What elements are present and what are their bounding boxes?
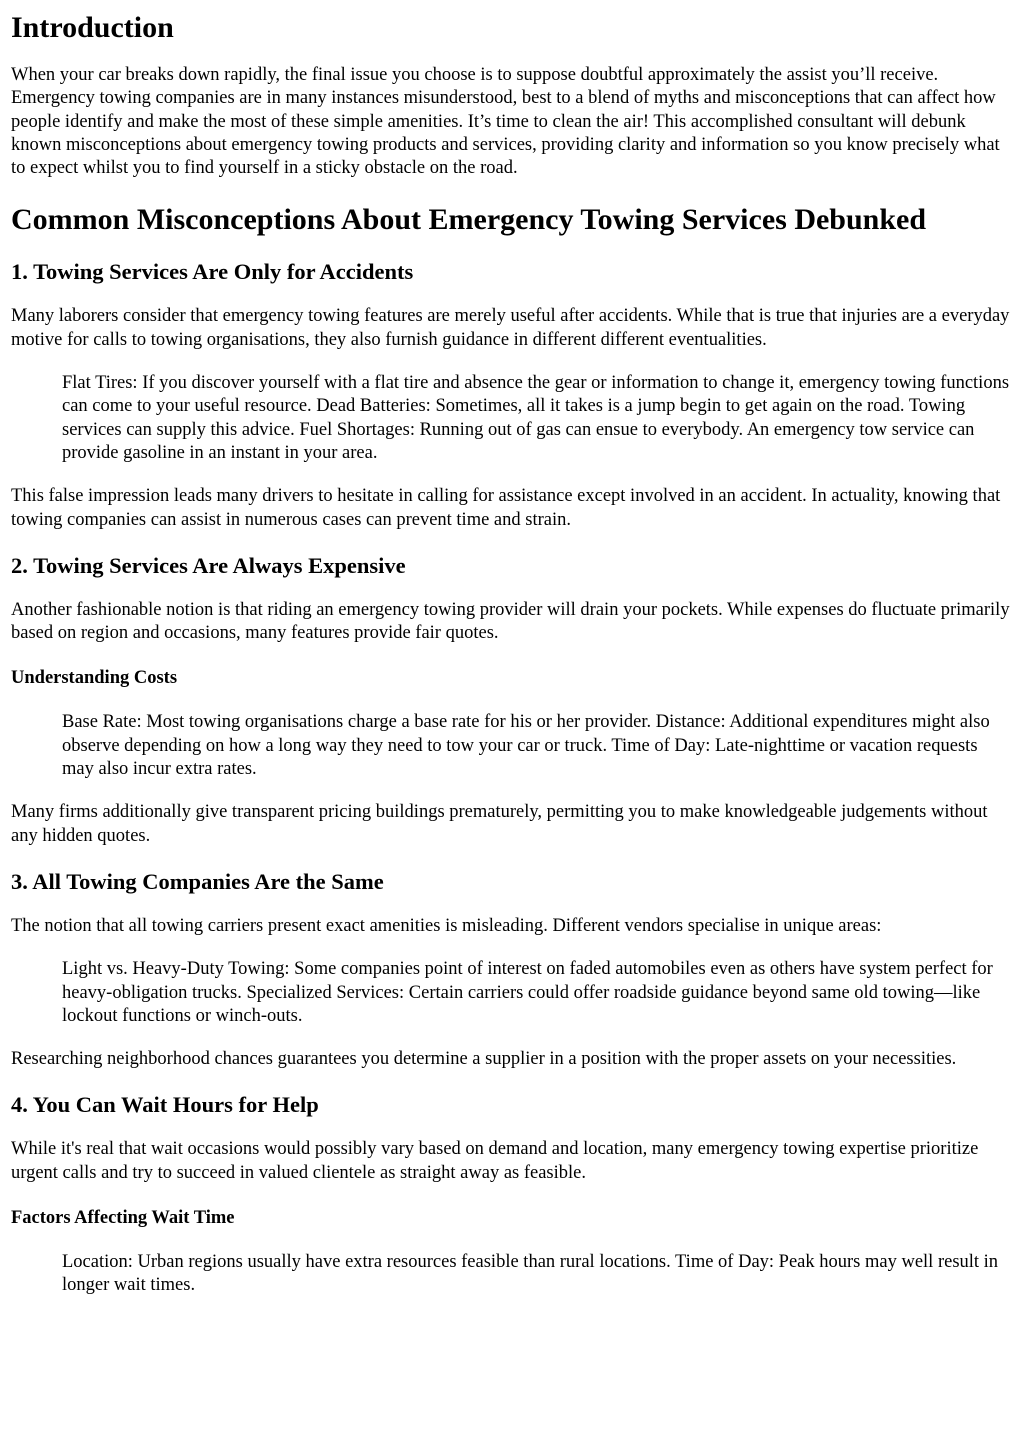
section3-quote: Light vs. Heavy-Duty Towing: Some companies point of interest on faded automobiles even as others have system perfect for heavy-obligation trucks. Specialized Services: Certain carriers could offer roadside guidance beyond same old towing—like lockout functions or winch-outs. <box>62 959 993 1026</box>
section2-heading: 2. Towing Services Are Always Expensive <box>11 552 406 578</box>
section1-closing: This false impression leads many drivers to hesitate in calling for assistance except involved in an accident. In actuality, knowing that towing companies can assist in numerous cases can prevent time and strain. <box>11 486 1001 530</box>
intro-heading: Introduction <box>11 11 174 44</box>
section4-subheading: Factors Affecting Wait Time <box>11 1208 235 1229</box>
section4-quote: Location: Urban regions usually have extra resources feasible than rural locations. Time of Day: Peak hours may well result in longer wait times. <box>62 1252 999 1296</box>
section3-closing: Researching neighborhood chances guarantees you determine a supplier in a position with the proper assets on your necessities. <box>11 1049 957 1070</box>
section2-paragraph: Another fashionable notion is that riding an emergency towing provider will drain your pockets. While expenses do fluctuate primarily based on region and occasions, many features provide fair quotes. <box>11 599 1010 644</box>
section3-heading: 3. All Towing Companies Are the Same <box>11 868 384 894</box>
section2-quote: Base Rate: Most towing organisations charge a base rate for his or her provider. Distance: Additional expenditures might also observe depending on how a long way they need to tow your car or truck. Time of Day: Late-nighttime or vacation requests may also incur extra rates. <box>62 712 990 780</box>
section4-heading: 4. You Can Wait Hours for Help <box>11 1092 319 1118</box>
section4-paragraph: While it's real that wait occasions would possibly vary based on demand and location, many emergency towing expertise prioritize urgent calls and try to succeed in valued clientele as straight away as feasible. <box>11 1139 979 1183</box>
section2-subheading: Understanding Costs <box>11 668 178 689</box>
section2-closing: Many firms additionally give transparent pricing buildings prematurely, permitting you to make knowledgeable judgements without any hidden quotes. <box>11 802 988 846</box>
intro-paragraph: When your car breaks down rapidly, the final issue you choose is to suppose doubtful approximately the assist you’ll receive. Emergency towing companies are in many instances misunderstood, best to a blend of myths and misconceptions that can affect how people identify and make the most of these simple amenities. It’s time to clean the air! This accomplished consultant will debunk known misconceptions about emergency towing products and services, providing clarity and information so you know precisely what to expect whilst you to find yourself in a sticky obstacle on the road. <box>11 65 1000 179</box>
section1-quote: Flat Tires: If you discover yourself with a flat tire and absence the gear or information to change it, emergency towing functions can come to your useful resource. Dead Batteries: Sometimes, all it takes is a jump begin to get again on the road. Towing services can supply this advice. Fuel Shortages: Running out of gas can ensue to everybody. An emergency tow service can provide gasoline in an instant in your area. <box>62 373 1010 463</box>
section1-paragraph: Many laborers consider that emergency towing features are merely useful after accidents. While that is true that injuries are a everyday motive for calls to towing organisations, they also furnish guidance in different different eventualities. <box>11 306 1010 350</box>
section1-heading: 1. Towing Services Are Only for Accidents <box>11 259 414 285</box>
article <box>0 10 1024 1298</box>
main-heading: Common Misconceptions About Emergency Towing Services Debunked <box>11 203 927 237</box>
section3-paragraph: The notion that all towing carriers present exact amenities is misleading. Different vendors specialise in unique areas: <box>11 915 882 936</box>
